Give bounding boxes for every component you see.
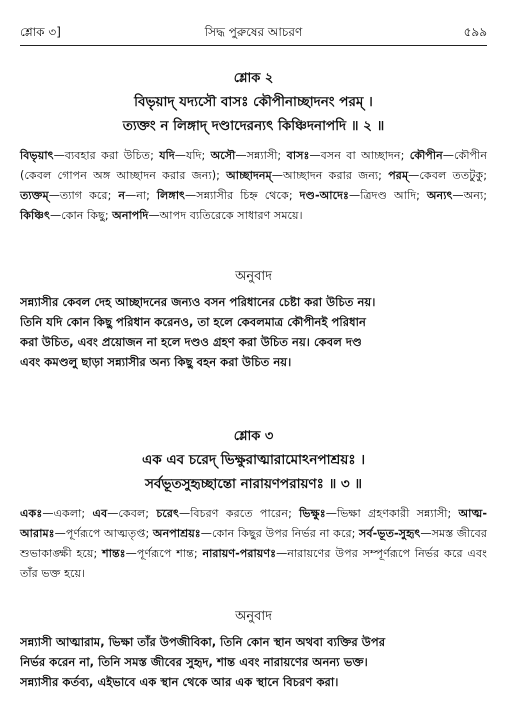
sloka3-verse-line2: সর্বভূতসুহৃচ্ছান্তো নারায়ণপরায়ণঃ ॥ ৩ ॥ xyxy=(144,476,363,492)
gloss-meaning: —কোন কিছুর উপর নির্ভর না করে; xyxy=(200,527,360,540)
gloss-term: ন xyxy=(118,189,125,202)
gloss-term: কিঞ্চিৎ xyxy=(20,209,50,222)
gloss-meaning: —অন্য; xyxy=(452,189,487,202)
gloss-meaning: —সন্ন্যাসীর চিহ্ন থেকে; xyxy=(185,189,300,202)
header-chapter-title: সিদ্ধ পুরুষের আচরণ xyxy=(204,25,303,39)
sloka3-verse-line1: এক এব চরেদ্ ভিক্ষুরাত্মারামোঽনপাশ্রয়ঃ । xyxy=(141,452,366,468)
sloka3-word-meanings xyxy=(20,504,487,584)
gloss-meaning: —বিচরণ করতে পারেন; xyxy=(179,507,300,520)
gloss-meaning: —সমস্ত জীবের শুভাকাঙ্ক্ষী হয়ে; xyxy=(20,527,487,560)
gloss-term: এব xyxy=(92,507,108,520)
gloss-meaning: —আচ্ছাদন করার জন্য; xyxy=(271,169,389,182)
translation-line: নির্ভর করেন না, তিনি সমস্ত জীবের সুহৃদ, শান্ত এবং নারায়ণের অনন্য ভক্ত। xyxy=(20,655,368,669)
gloss-meaning: —ভিক্ষা গ্রহণকারী সন্ন্যাসী; xyxy=(325,507,459,520)
translation-line: এবং কমণ্ডলু ছাড়া সন্ন্যাসীর অন্য কিছু বহন করা উচিত নয়। xyxy=(20,355,292,369)
gloss-term: আত্ম-আরামঃ xyxy=(20,507,488,540)
sloka3-heading: শ্লোক ৩ xyxy=(233,429,274,444)
sloka2-translation-heading: অনুবাদ xyxy=(235,269,272,284)
translation-line: সন্ন্যাসীর কর্তব্য, এইভাবে এক স্থান থেকে আর এক স্থানে বিচরণ করা। xyxy=(20,675,339,689)
gloss-meaning: —না; xyxy=(125,189,157,202)
gloss-meaning: —কেবল; xyxy=(107,507,157,520)
translation-line: করা উচিত, এবং প্রয়োজন না হলে দণ্ডও গ্রহণ করা উচিত নয়। কেবল দণ্ড xyxy=(20,335,362,349)
gloss-meaning: —কেবল ততটুকু; xyxy=(408,169,488,182)
sloka2-word-meanings xyxy=(20,146,487,226)
gloss-term: চরেৎ xyxy=(156,507,179,520)
sloka3-verse xyxy=(20,448,487,496)
gloss-term: একঃ xyxy=(20,507,43,520)
gloss-term: ভিক্ষুঃ xyxy=(299,507,326,520)
gloss-meaning: —ব্যবহার করা উচিত; xyxy=(53,149,160,162)
translation-line: সন্ন্যাসীর কেবল দেহ আচ্ছাদনের জন্যও বসন পরিধানের চেষ্টা করা উচিত নয়। xyxy=(20,295,376,309)
gloss-term: অন্যৎ xyxy=(426,189,453,202)
header-verse-ref: শ্লোক ৩] xyxy=(20,25,61,39)
gloss-meaning: —যদি; xyxy=(174,149,211,162)
gloss-term: অনাপদি xyxy=(112,209,149,222)
gloss-term: সর্ব-ভূত-সুহৃৎ xyxy=(359,527,421,540)
gloss-meaning: —আপদ ব্যতিরেকে সাধারণ সময়ে। xyxy=(148,209,303,222)
translation-line: সন্ন্যাসী আত্মারাম, ভিক্ষা তাঁর উপজীবিকা, তিনি কোন স্থান অথবা ব্যক্তির উপর xyxy=(20,635,386,649)
sloka3-translation xyxy=(20,632,487,692)
gloss-meaning: —পূর্ণরূপে শান্ত; xyxy=(125,547,203,560)
gloss-meaning: —কোন কিছু; xyxy=(49,209,113,222)
running-header xyxy=(20,24,487,42)
gloss-term: আচ্ছাদনম্ xyxy=(226,169,272,182)
gloss-term: নারায়ণ-পরায়ণঃ xyxy=(202,547,277,560)
gloss-term: লিঙ্গাৎ xyxy=(156,189,186,202)
sloka2-heading: শ্লোক ২ xyxy=(233,71,274,86)
page-number: ৫৯৯ xyxy=(463,25,487,39)
translation-line: তিনি যদি কোন কিছু পরিধান করেনও, তা হলে কেবলমাত্র কৌপীনই পরিধান xyxy=(20,315,366,329)
gloss-meaning: —পূর্ণরূপে আত্মতৃপ্ত; xyxy=(54,527,153,540)
sloka2-verse-line1: বিভৃয়াদ্ যদ্যসৌ বাসঃ কৌপীনাচ্ছাদনং পরম্ । xyxy=(134,94,373,110)
gloss-term: পরম্ xyxy=(388,169,409,182)
gloss-meaning: —বসন বা আচ্ছাদন; xyxy=(309,149,410,162)
sloka2-verse-line2: ত্যক্তং ন লিঙ্গাদ্ দণ্ডাদেরন্যৎ কিঞ্চিদনাপদি ॥ ২ ॥ xyxy=(122,118,385,134)
gloss-meaning: —কৌপীন (কেবল গোপন অঙ্গ আচ্ছাদন করার জন্য); xyxy=(20,149,487,182)
gloss-term: বিভৃয়াৎ xyxy=(20,149,54,162)
sloka2-translation xyxy=(20,292,487,372)
sloka2-verse xyxy=(20,90,487,138)
header-divider xyxy=(20,45,487,46)
gloss-term: বাসঃ xyxy=(286,149,310,162)
gloss-meaning: —সন্ন্যাসী; xyxy=(235,149,287,162)
gloss-meaning: —নারায়ণের উপর সম্পূর্ণরূপে নির্ভর করে এবং তাঁর ভক্ত হয়ে। xyxy=(20,547,487,580)
gloss-term: অসৌ xyxy=(210,149,236,162)
gloss-term: দণ্ড-আদেঃ xyxy=(299,189,350,202)
gloss-term: কৌপীন xyxy=(409,149,443,162)
sloka3-translation-heading: অনুবাদ xyxy=(235,609,272,624)
gloss-term: শান্তঃ xyxy=(102,547,126,560)
gloss-term: অনপাশ্রয়ঃ xyxy=(152,527,201,540)
gloss-term: যদি xyxy=(159,149,175,162)
gloss-meaning: —একলা; xyxy=(42,507,93,520)
gloss-meaning: —ত্রিদণ্ড আদি; xyxy=(349,189,427,202)
gloss-term: ত্যক্তম্ xyxy=(20,189,49,202)
gloss-meaning: —ত্যাগ করে; xyxy=(48,189,119,202)
